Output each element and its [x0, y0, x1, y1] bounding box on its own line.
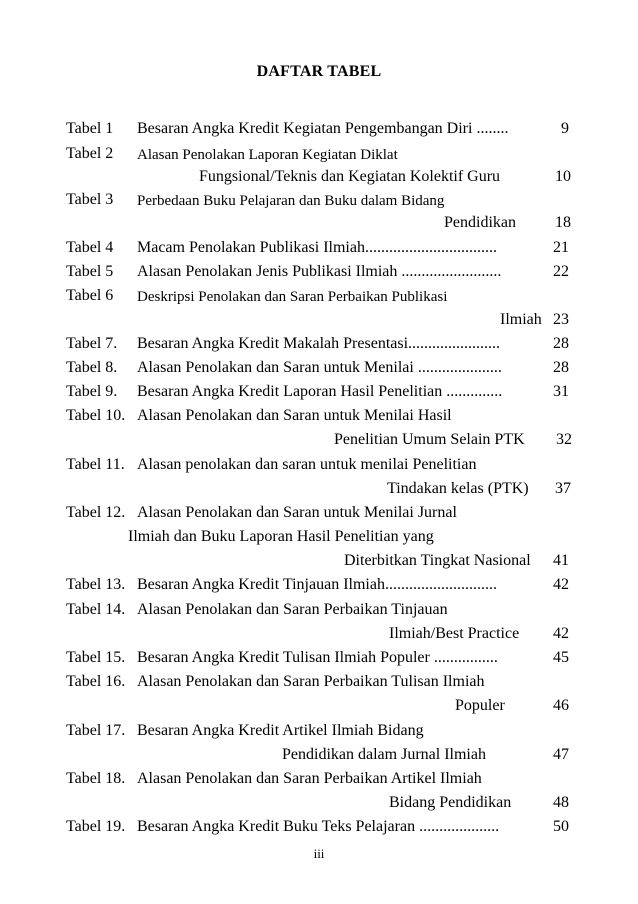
table-title-cont: Tindakan kelas (PTK) — [387, 480, 529, 497]
table-title-cont: Ilmiah dan Buku Laporan Hasil Penelitian yang — [128, 528, 434, 545]
table-label: Tabel 16. — [66, 673, 126, 690]
table-title-cont: Fungsional/Teknis dan Kegiatan Kolektif Guru — [199, 168, 501, 185]
page-number: 18 — [555, 214, 571, 231]
table-title-cont: Pendidikan dalam Jurnal Ilmiah — [282, 746, 486, 763]
table-title: Besaran Angka Kredit Artikel Ilmiah Bidang — [137, 722, 424, 739]
page-number: 42 — [553, 576, 569, 593]
table-label: Tabel 4 — [66, 239, 114, 256]
table-title: Alasan Penolakan dan Saran untuk Menilai ..................... — [137, 359, 502, 376]
table-title: Alasan Penolakan Jenis Publikasi Ilmiah ......................... — [137, 263, 502, 280]
table-title: Deskripsi Penolakan dan Saran Perbaikan Publikasi — [137, 289, 448, 305]
page-number: 45 — [553, 649, 569, 666]
table-label: Tabel 3 — [66, 191, 114, 208]
table-title: Besaran Angka Kredit Kegiatan Pengembangan Diri ........ — [137, 120, 509, 137]
table-title-cont: Penelitian Umum Selain PTK — [334, 431, 525, 448]
page-number: 48 — [553, 794, 569, 811]
page-number: 21 — [553, 239, 569, 256]
table-label: Tabel 19. — [66, 818, 126, 835]
page-number: 32 — [556, 431, 572, 448]
table-title-cont: Pendidikan — [444, 214, 516, 231]
table-title: Alasan Penolakan Laporan Kegiatan Diklat — [137, 147, 398, 163]
page-number: 23 — [553, 311, 569, 328]
table-label: Tabel 7. — [66, 335, 118, 352]
table-title: Alasan Penolakan dan Saran Perbaikan Artikel Ilmiah — [137, 770, 482, 787]
table-label: Tabel 14. — [66, 601, 126, 618]
table-title: Alasan penolakan dan saran untuk menilai Penelitian — [137, 456, 477, 473]
page-number: 28 — [553, 359, 569, 376]
table-label: Tabel 5 — [66, 263, 114, 280]
table-title: Alasan Penolakan dan Saran untuk Menilai Hasil — [137, 407, 452, 424]
page-number: 37 — [555, 480, 571, 497]
page-folio: iii — [313, 846, 325, 861]
table-title: Alasan Penolakan dan Saran Perbaikan Tinjauan — [137, 601, 448, 618]
page-number: 42 — [553, 625, 569, 642]
page-number: 31 — [553, 383, 569, 400]
table-label: Tabel 18. — [66, 770, 126, 787]
page-number: 10 — [555, 168, 571, 185]
table-title: Alasan Penolakan dan Saran untuk Menilai Jurnal — [137, 504, 457, 521]
table-title: Besaran Angka Kredit Laporan Hasil Penelitian .............. — [137, 383, 503, 400]
page-number: 46 — [553, 697, 569, 714]
table-title: Besaran Angka Kredit Makalah Presentasi....................... — [137, 335, 501, 352]
table-title: Perbedaan Buku Pelajaran dan Buku dalam Bidang — [137, 193, 445, 209]
table-label: Tabel 1 — [66, 120, 114, 137]
page-number: 22 — [553, 263, 569, 280]
table-label: Tabel 10. — [66, 407, 126, 424]
table-label: Tabel 15. — [66, 649, 126, 666]
table-label: Tabel 17. — [66, 722, 126, 739]
table-title-cont: Diterbitkan Tingkat Nasional — [344, 552, 531, 569]
page-number: 9 — [561, 120, 569, 137]
page-number: 47 — [553, 746, 569, 763]
table-title: Besaran Angka Kredit Tinjauan Ilmiah............................ — [137, 576, 497, 593]
table-label: Tabel 8. — [66, 359, 118, 376]
page-number: 41 — [553, 552, 569, 569]
table-label: Tabel 11. — [66, 456, 125, 473]
table-title-cont: Populer — [455, 697, 505, 714]
table-label: Tabel 9. — [66, 383, 118, 400]
table-label: Tabel 6 — [66, 287, 114, 304]
table-label: Tabel 12. — [66, 504, 126, 521]
table-title-cont: Ilmiah — [500, 311, 542, 328]
table-title: Alasan Penolakan dan Saran Perbaikan Tulisan Ilmiah — [137, 673, 485, 690]
page-number: 50 — [553, 818, 569, 835]
table-title: Macam Penolakan Publikasi Ilmiah................................. — [137, 239, 497, 256]
table-label: Tabel 2 — [66, 145, 114, 162]
table-label: Tabel 13. — [66, 576, 126, 593]
page-number: 28 — [553, 335, 569, 352]
table-title-cont: Bidang Pendidikan — [389, 794, 512, 811]
table-title: Besaran Angka Kredit Buku Teks Pelajaran .................... — [137, 818, 500, 835]
table-title: Besaran Angka Kredit Tulisan Ilmiah Populer ................ — [137, 649, 498, 666]
table-title-cont: Ilmiah/Best Practice — [389, 625, 520, 642]
page-title: DAFTAR TABEL — [256, 63, 382, 80]
